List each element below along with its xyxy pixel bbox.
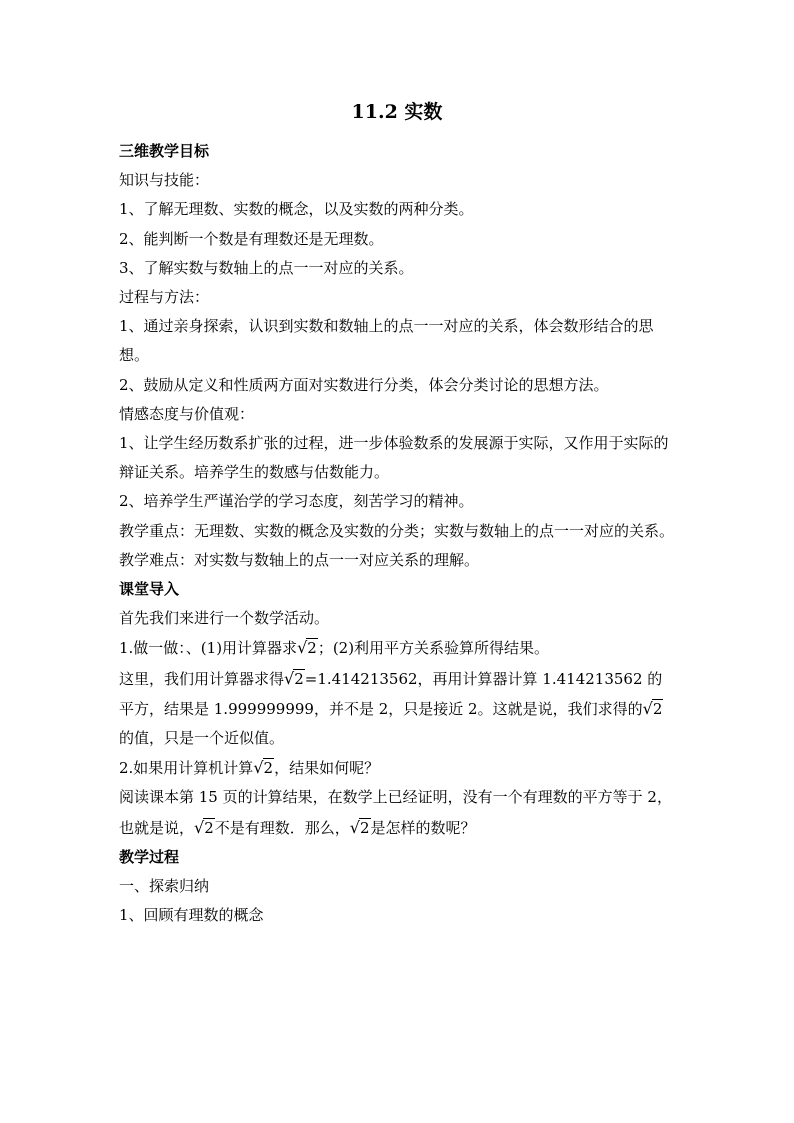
sqrt-radicand: 2 [359,818,370,837]
process-item-1: 1、通过亲身探索，认识到实数和数轴上的点一一对应的关系，体会数形结合的思想。 [119,317,654,365]
do-text-b: ；(2)利用平方关系验算所得结果。 [317,639,550,658]
radical-icon: √ [642,698,653,718]
document-body [119,137,675,930]
radical-icon: √ [253,758,264,778]
process-item-2: 2、鼓励从定义和性质两方面对实数进行分类，体会分类讨论的思想方法。 [119,375,609,394]
intro-do-line [119,633,675,663]
read-text-a: 阅读课本第 15 页的计算结果，在数学上已经证明，没有一个有理数的平方等于 2，也就是说， [119,788,672,837]
sqrt-radicand: 2 [652,699,663,718]
intro-read-paragraph [119,783,675,842]
process-step-1: 1、回顾有理数的概念 [119,906,264,925]
sqrt-radicand: 2 [307,639,317,658]
knowledge-label: 知识与技能： [119,171,210,190]
difficulty: 教学难点：对实数与数轴上的点一一对应关系的理解。 [119,550,480,569]
here-text-b: =1.414213562，再用计算器计算 1.414213562 的平方，结果是 1.999999999，并不是 2，只是接近 2。这就是说，我们求得的 [119,669,663,718]
sqrt-radicand: 2 [204,818,214,837]
intro-q2-line [119,753,675,783]
sqrt-2-symbol [284,664,305,694]
sqrt-2-symbol [297,633,318,663]
do-text-a: 1.做一做：、(1)用计算器求 [119,639,298,658]
radical-icon: √ [284,668,295,688]
section-heading-goals: 三维教学目标 [119,142,210,160]
radical-icon: √ [297,638,308,658]
emotion-item-1: 1、让学生经历数系扩张的过程，进一步体验数系的发展源于实际，又作用于实际的辩证关系。培养学生的数感与估数能力。 [119,434,669,482]
radical-icon: √ [349,817,360,837]
here-text-c: 的值，只是一个近似值。 [119,729,285,748]
key-points: 教学重点：无理数、实数的概念及实数的分类；实数与数轴上的点一一对应的关系。 [119,521,675,540]
emotion-item-2: 2、培养学生严谨治学的学习态度，刻苦学习的精神。 [119,492,474,511]
here-text-a: 这里，我们用计算器求得 [119,669,285,688]
knowledge-item-1: 1、了解无理数、实数的概念，以及实数的两种分类。 [119,200,474,219]
intro-line-1: 首先我们来进行一个数学活动。 [119,609,330,628]
sqrt-2-symbol [253,753,274,783]
knowledge-item-2: 2、能判断一个数是有理数还是无理数。 [119,229,384,248]
page-title: 11.2 实数 [351,101,443,123]
q2-text-a: 2.如果用计算机计算 [119,759,254,778]
process-subheading-1: 一、探索归纳 [119,877,210,896]
sqrt-radicand: 2 [263,759,274,778]
sqrt-2-symbol [194,813,215,843]
process-label: 过程与方法： [119,288,210,307]
sqrt-2-symbol [350,813,371,843]
read-text-b: 不是有理数．那么， [214,818,350,837]
section-heading-process: 教学过程 [119,847,180,866]
radical-icon: √ [194,817,205,837]
knowledge-item-3: 3、了解实数与数轴上的点一一对应的关系。 [119,258,414,277]
sqrt-2-symbol [643,694,664,724]
emotion-label: 情感态度与价值观： [119,404,255,423]
read-text-c: 是怎样的数呢？ [370,818,476,837]
intro-here-paragraph [119,664,675,754]
section-heading-intro: 课堂导入 [119,580,180,599]
sqrt-radicand: 2 [294,669,304,688]
q2-text-b: ，结果如何呢？ [274,759,380,778]
